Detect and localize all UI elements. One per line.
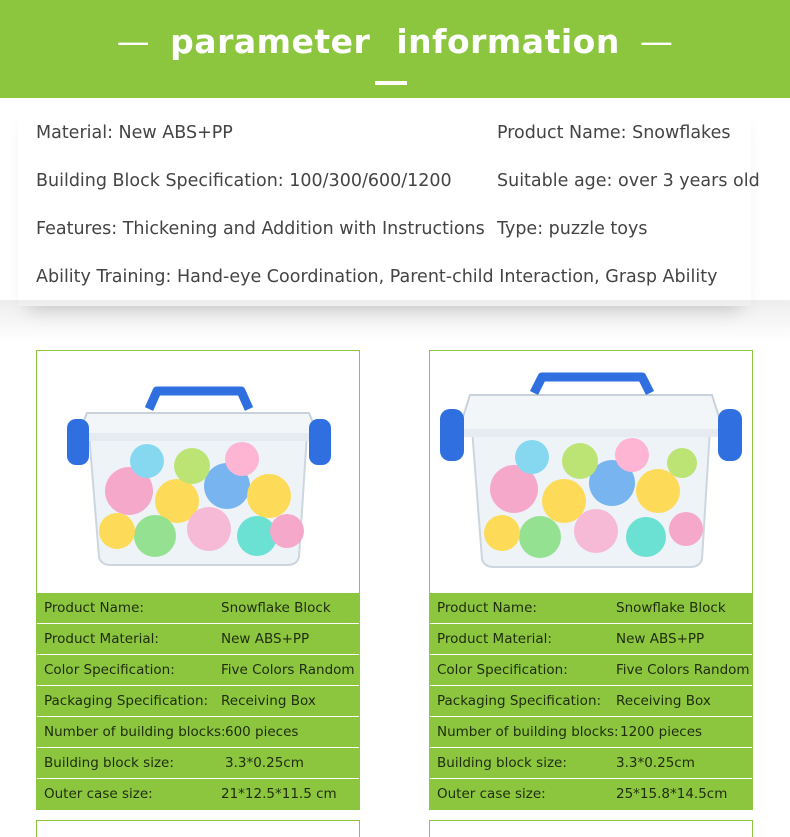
param-block-spec: Building Block Specification: 100/300/600/1200 [36,171,452,191]
product-card-1200 [429,350,753,810]
param-features: Features: Thickening and Addition with Instructions [36,219,485,239]
spec-row [37,747,359,778]
param-suitable-age: Suitable age: over 3 years old [497,171,760,191]
spec-row [37,685,359,716]
spec-key: Building block size: [44,755,174,771]
spec-row [37,654,359,685]
spec-key: Color Specification: [437,662,568,678]
spec-value: Receiving Box [616,693,711,709]
storage-box-illustration [37,351,359,592]
spec-value: New ABS+PP [616,631,705,647]
param-material: Material: New ABS+PP [36,123,233,143]
spec-key: Building block size: [437,755,567,771]
spec-value: Receiving Box [221,693,316,709]
spec-value: 21*12.5*11.5 cm [221,786,337,802]
banner-left-dash: — [116,22,151,61]
product-image [37,351,359,592]
spec-row [430,747,752,778]
spec-row [430,623,752,654]
product-image [430,351,752,592]
spec-key: Packaging Specification: [437,693,602,709]
storage-box-illustration [430,351,752,592]
spec-row [37,592,359,623]
product-card-600 [36,350,360,810]
parameter-panel [18,100,760,306]
spec-value: Five Colors Random [221,662,355,678]
spec-row [430,685,752,716]
param-type: Type: puzzle toys [497,219,648,239]
spec-key: Outer case size: [44,786,153,802]
banner-right-dash: — [639,22,674,61]
spec-value: Snowflake Block [616,600,726,616]
spec-row [37,778,359,809]
spec-value: Five Colors Random [616,662,750,678]
spec-table [37,592,359,809]
section-shadow [0,300,790,342]
banner-title-part1: parameter [170,22,371,61]
banner-title-part2: information [396,22,620,61]
spec-key: Product Material: [44,631,159,647]
next-card-top [36,820,360,837]
spec-value: 1200 pieces [620,724,703,740]
next-card-top [429,820,753,837]
banner-underline [375,81,407,85]
header-banner [0,0,790,98]
banner-title [0,22,790,61]
spec-key: Product Name: [44,600,144,616]
spec-key: Color Specification: [44,662,175,678]
spec-value: 3.3*0.25cm [225,755,304,771]
spec-value: 600 pieces [225,724,299,740]
spec-row [37,716,359,747]
spec-table [430,592,752,809]
spec-key: Number of building blocks: [437,724,619,740]
param-ability: Ability Training: Hand-eye Coordination, Parent-child Interaction, Grasp Ability [36,267,718,287]
spec-row [37,623,359,654]
spec-key: Product Name: [437,600,537,616]
spec-row [430,592,752,623]
spec-row [430,778,752,809]
spec-row [430,716,752,747]
spec-key: Product Material: [437,631,552,647]
spec-key: Number of building blocks: [44,724,226,740]
spec-row [430,654,752,685]
spec-value: 25*15.8*14.5cm [616,786,728,802]
spec-value: New ABS+PP [221,631,310,647]
spec-key: Outer case size: [437,786,546,802]
spec-key: Packaging Specification: [44,693,209,709]
spec-value: Snowflake Block [221,600,331,616]
spec-value: 3.3*0.25cm [616,755,695,771]
param-product-name: Product Name: Snowflakes [497,123,731,143]
